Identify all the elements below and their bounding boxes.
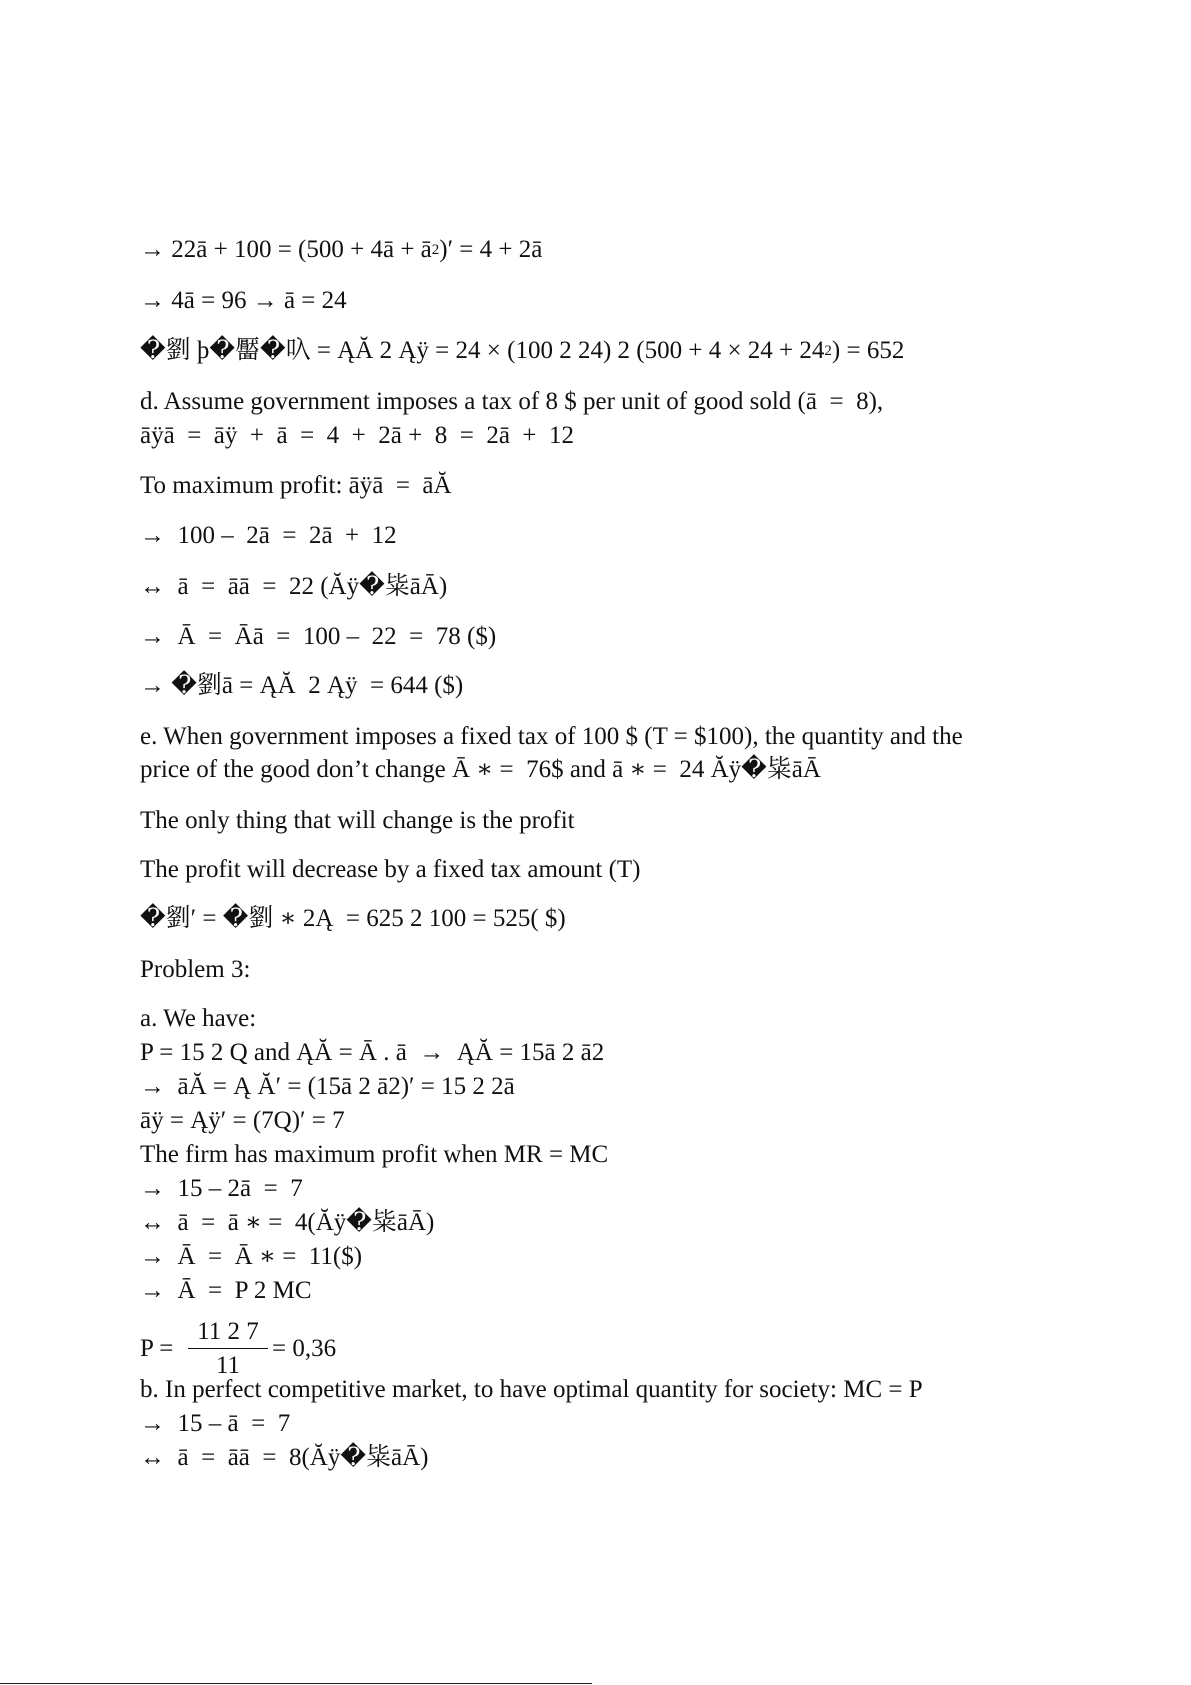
- text-line: d. Assume government imposes a tax of 8 $ per unit of good sold (ā = 8),: [140, 388, 884, 415]
- fraction-lhs: P =: [140, 1335, 180, 1362]
- equation-line: → Ā = Ā ∗ = 11($): [140, 1243, 363, 1270]
- text-line: price of the good don’t change Ā ∗ = 76$ and ā ∗ = 24 Ăÿ�粊āĀ: [140, 756, 821, 783]
- equation-line: → 100 – 2ā = 2ā + 12: [140, 522, 397, 549]
- equation-line: → Ā = P 2 MC: [140, 1277, 312, 1304]
- equation-line: → āĂ = Ą Ă′ = (15ā 2 ā2)′ = 15 2 2ā: [140, 1073, 515, 1100]
- equation-line: → 22ā + 100 = (500 + 4ā + $ā^2)' = 4$ + 2ā: [140, 236, 543, 263]
- equation-line: āÿā = āÿ + ā = 4 + 2ā + 8 = 2ā + 12: [140, 422, 575, 449]
- equation-line: → �劉ā = ĄĂ 2 Ąÿ = 644 ($): [140, 672, 464, 699]
- equation-line: → Ā = Āā = 100 – 22 = 78 ($): [140, 623, 497, 650]
- equation-line: āÿ = Ąÿ′ = (7Q)′ = 7: [140, 1107, 345, 1134]
- text-line: e. When government imposes a fixed tax of 100 $ (T = $100), the quantity and the: [140, 723, 963, 750]
- text-line: To maximum profit: āÿā = āĂ: [140, 472, 452, 499]
- text-line: a. We have:: [140, 1005, 257, 1032]
- fraction-numerator: 11 2 7: [197, 1318, 259, 1345]
- fraction-denominator: 11: [215, 1352, 241, 1379]
- section-heading: Problem 3:: [140, 956, 251, 983]
- text-line: The only thing that will change is the profit: [140, 807, 575, 834]
- equation-line: �劉′ = �劉 ∗ 2Ą = 625 2 100 = 525( $): [140, 905, 566, 932]
- equation-line: → 4ā = 96 → ā = 24: [140, 287, 347, 314]
- equation-line: ↔ ā = āā = 8(Ăÿ�粊āĀ): [140, 1444, 429, 1471]
- equation-line: �劉 þ�靨�叺 = ĄĂ 2 Ąÿ = 24 × (100 2 24) 2 $(500 + 4 \times 24 + 24^2) = 652$: [140, 337, 905, 364]
- equation-line: → 15 – ā = 7: [140, 1410, 291, 1437]
- text-line: The firm has maximum profit when MR = MC: [140, 1141, 609, 1168]
- fraction-bar: [188, 1348, 268, 1349]
- equation-line: P = 15 2 Q and ĄĂ = Ā . ā → ĄĂ = 15ā 2 ā2: [140, 1039, 605, 1066]
- text-line: The profit will decrease by a fixed tax amount (T): [140, 856, 641, 883]
- equation-line: ↔ ā = ā ∗ = 4(Ăÿ�粊āĀ): [140, 1209, 435, 1236]
- equation-line: → 15 – 2ā = 7: [140, 1175, 303, 1202]
- text-line: b. In perfect competitive market, to have optimal quantity for society: MC = P: [140, 1376, 923, 1403]
- fraction-result: = 0,36: [272, 1335, 337, 1362]
- equation-line: ↔ ā = āā = 22 (Ăÿ�粊āĀ): [140, 573, 448, 600]
- footnote-rule: [0, 1683, 592, 1684]
